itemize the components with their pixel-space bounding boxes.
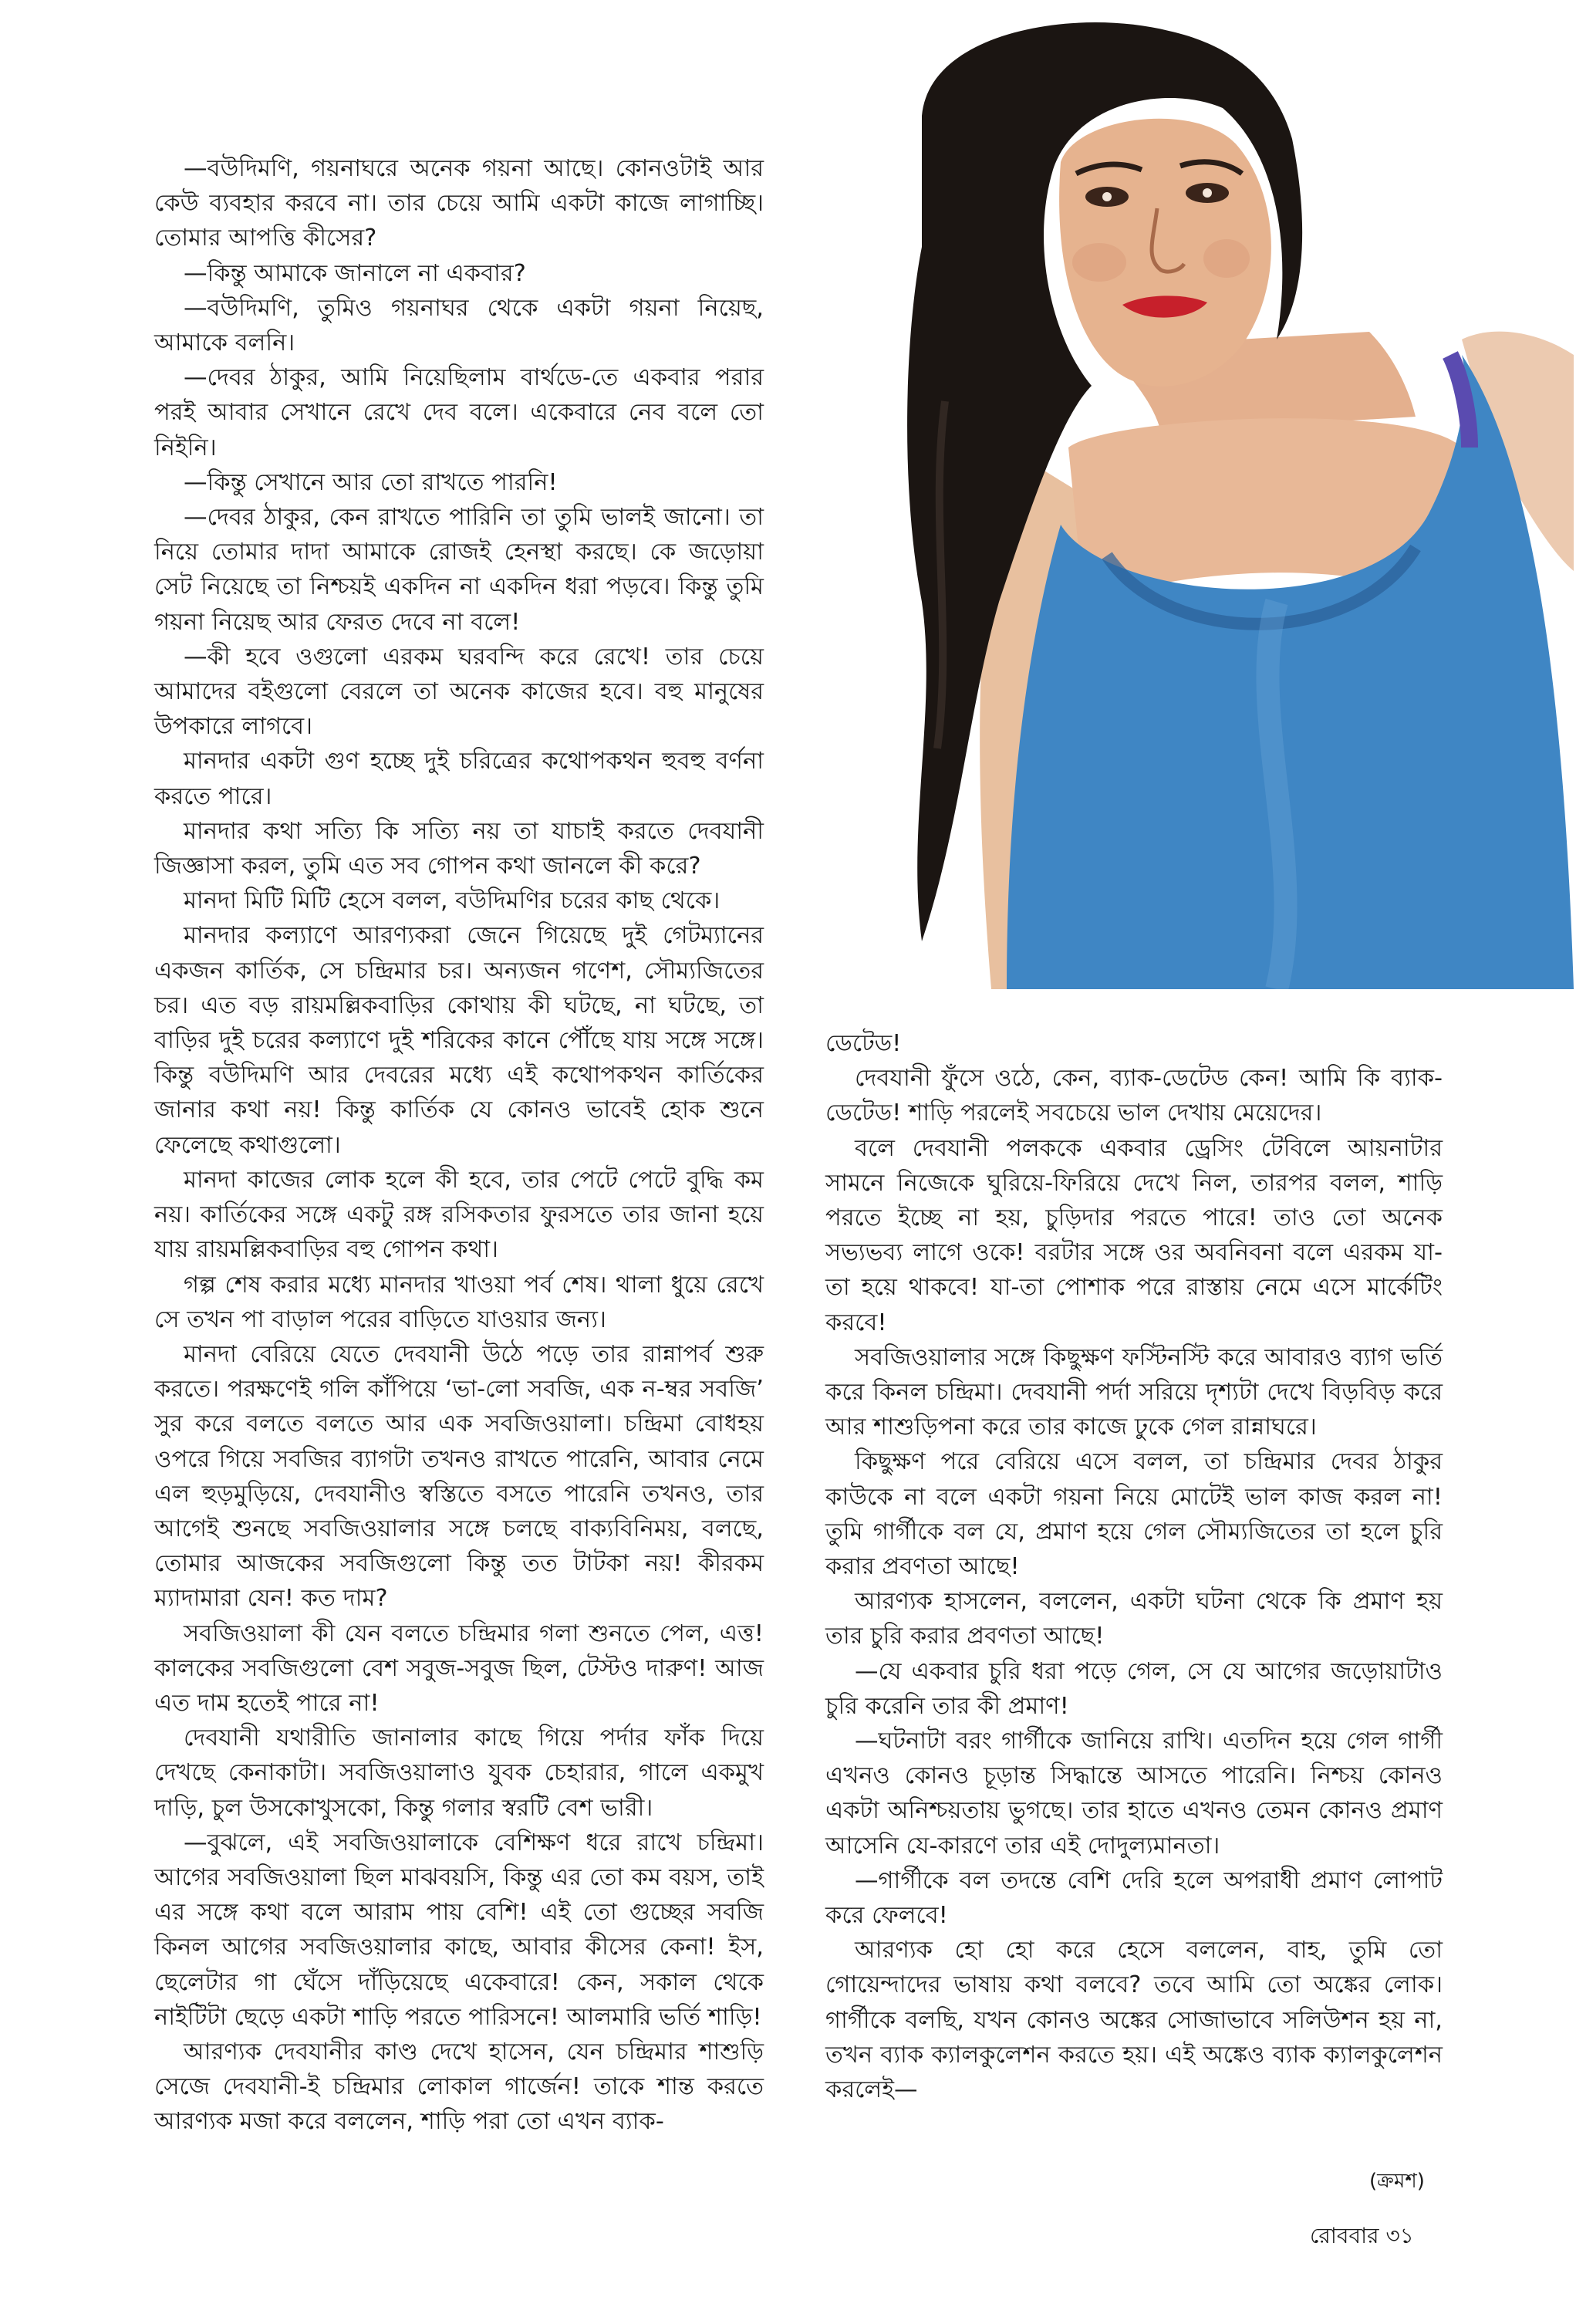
paragraph: —গার্গীকে বল তদন্তে বেশি দেরি হলে অপরাধী প্রমাণ লোপাট করে ফেলবে! bbox=[825, 1866, 1443, 1930]
paragraph: —যে একবার চুরি ধরা পড়ে গেল, সে যে আগের জড়োয়াটাও চুরি করেনি তার কী প্রমাণ! bbox=[825, 1657, 1443, 1720]
paragraph: —বুঝলে, এই সবজিওয়ালাকে বেশিক্ষণ ধরে রাখে চন্দ্রিমা। আগের সবজিওয়ালা ছিল মাঝবয়সি, কিন্তু এর তো কম বয়স, তাই এর সঙ্গে কথা বলে আরাম পায় বেশি! এই তো গুচ্ছের সবজি কিনল আগের সবজিওয়ালার কাছে, আবার কীসের কেনা! ইস, ছেলেটার গা ঘেঁসে দাঁড়িয়েছে একেবারে! কেন, সকাল থেকে নাইটিটা ছেড়ে একটা শাড়ি পরতে পারিসনে! আলমারি ভর্তি শাড়ি! bbox=[154, 1829, 764, 2031]
paragraph: সবজিওয়ালার সঙ্গে কিছুক্ষণ ফস্টিনস্টি করে আবারও ব্যাগ ভর্তি করে কিনল চন্দ্রিমা। দেবযানী পর্দা সরিয়ে দৃশ্যটা দেখে বিড়বিড় করে আর শাশুড়িপনা করে তার কাজে ঢুকে গেল রান্নাঘরে। bbox=[825, 1343, 1443, 1441]
paragraph: —কিন্তু সেখানে আর তো রাখতে পারনি! bbox=[184, 468, 558, 496]
paragraph: —বউদিমণি, গয়নাঘরে অনেক গয়না আছে। কোনওটাই আর কেউ ব্যবহার করবে না। তার চেয়ে আমি একটা কাজে লাগাচ্ছি। তোমার আপত্তি কীসের? bbox=[154, 155, 764, 252]
paragraph: দেবযানী যথারীতি জানালার কাছে গিয়ে পর্দার ফাঁক দিয়ে দেখছে কেনাকাটা। সবজিওয়ালাও যুবক চেহারার, গালে একমুখ দাড়ি, চুল উসকোখুসকো, কিন্তু গলার স্বরটি বেশ ভারী। bbox=[154, 1724, 764, 1822]
paragraph: বলে দেবযানী পলককে একবার ড্রেসিং টেবিলে আয়নাটার সামনে নিজেকে ঘুরিয়ে-ফিরিয়ে দেখে নিল, তারপর বলল, শাড়ি পরতে ইচ্ছে না হয়, চুড়িদার পরতে পারে! তাও তো অনেক সভ্যভব্য লাগে ওকে! বরটার সঙ্গে ওর অবনিবনা বলে এরকম যা-তা হয়ে থাকবে! যা-তা পোশাক পরে রাস্তায় নেমে এসে মার্কেটিং করবে! bbox=[825, 1134, 1443, 1336]
paragraph: —বউদিমণি, তুমিও গয়নাঘর থেকে একটা গয়না নিয়েছ, আমাকে বলনি। bbox=[154, 294, 764, 357]
paragraph: —কী হবে ওগুলো এরকম ঘরবন্দি করে রেখে! তার চেয়ে আমাদের বইগুলো বেরলে তা অনেক কাজের হবে। বহু মানুষের উপকারে লাগবে। bbox=[154, 643, 764, 741]
paragraph: সবজিওয়ালা কী যেন বলতে চন্দ্রিমার গলা শুনতে পেল, এত্ত! কালকের সবজিগুলো বেশ সবুজ-সবুজ ছিল, টেস্টও দারুণ! আজ এত দাম হতেই পারে না! bbox=[154, 1620, 764, 1717]
article-right-column bbox=[825, 1026, 1443, 2107]
paragraph: মানদা কাজের লোক হলে কী হবে, তার পেটে পেটে বুদ্ধি কম নয়। কার্তিকের সঙ্গে একটু রঙ্গ রসিকতার ফুরসতে তার জানা হয়ে যায় রায়মল্লিকবাড়ির বহু গোপন কথা। bbox=[154, 1166, 764, 1264]
paragraph: —দেবর ঠাকুর, আমি নিয়েছিলাম বার্থডে-তে একবার পরার পরই আবার সেখানে রেখে দেব বলে। একেবারে নেব বলে তো নিইনি। bbox=[154, 364, 764, 461]
paragraph: মানদার কল্যাণে আরণ্যকরা জেনে গিয়েছে দুই গেটম্যানের একজন কার্তিক, সে চন্দ্রিমার চর। অন্যজন গণেশ, সৌম্যজিতের চর। এত বড় রায়মল্লিকবাড়ির কোথায় কী ঘটছে, না ঘটছে, তা বাড়ির দুই চরের কল্যাণে দুই শরিকের কানে পৌঁছে যায় সঙ্গে সঙ্গে। কিন্তু বউদিমণি আর দেবরের মধ্যে এই কথোপকথন কার্তিকের জানার কথা নয়! কিন্তু কার্তিক যে কোনও ভাবেই হোক শুনে ফেলেছে কথাগুলো। bbox=[154, 922, 764, 1159]
paragraph: দেবযানী ফুঁসে ওঠে, কেন, ব্যাক-ডেটেড কেন! আমি কি ব্যাক-ডেটেড! শাড়ি পরলেই সবচেয়ে ভাল দেখায় মেয়েদের। bbox=[825, 1065, 1443, 1127]
article-left-column bbox=[154, 151, 764, 2140]
paragraph: —ঘটনাটা বরং গার্গীকে জানিয়ে রাখি। এতদিন হয়ে গেল গার্গী এখনও কোনও চূড়ান্ত সিদ্ধান্তে আসতে পারেনি। নিশ্চয় কোনও একটা অনিশ্চয়তায় ভুগছে। তার হাতে এখনও তেমন কোনও প্রমাণ আসেনি যে-কারণে তার এই দোদুল্যমানতা। bbox=[825, 1728, 1443, 1860]
paragraph-continuation: ডেটেড! bbox=[825, 1030, 902, 1057]
paragraph: মানদার কথা সত্যি কি সত্যি নয় তা যাচাই করতে দেবযানী জিজ্ঞাসা করল, তুমি এত সব গোপন কথা জানলে কী করে? bbox=[154, 817, 764, 880]
to-be-continued-note: (ক্রমশ) bbox=[1369, 2170, 1425, 2193]
paragraph: আরণ্যক হো হো করে হেসে বললেন, বাহ, তুমি তো গোয়েন্দাদের ভাষায় কথা বলবে? তবে আমি তো অঙ্কের লোক। গার্গীকে বলছি, যখন কোনও অঙ্কের সোজাভাবে সলিউশন হয় না, তখন ব্যাক ক্যালকুলেশন করতে হয়। এই অঙ্কেও ব্যাক ক্যালকুলেশন করলেই— bbox=[825, 1937, 1443, 2104]
paragraph: কিছুক্ষণ পরে বেরিয়ে এসে বলল, তা চন্দ্রিমার দেবর ঠাকুর কাউকে না বলে একটা গয়না নিয়ে মোটেই ভাল কাজ করল না! তুমি গার্গীকে বল যে, প্রমাণ হয়ে গেল সৌম্যজিতের তা হলে চুরি করার প্রবণতা আছে! bbox=[825, 1448, 1443, 1581]
paragraph: —দেবর ঠাকুর, কেন রাখতে পারিনি তা তুমি ভালই জানো। তা নিয়ে তোমার দাদা আমাকে রোজই হেনস্থা করছে। কে জড়োয়া সেট নিয়েছে তা নিশ্চয়ই একদিন না একদিন ধরা পড়বে। কিন্তু তুমি গয়না নিয়েছ আর ফেরত দেবে না বলে! bbox=[154, 504, 764, 636]
page-folio: রোববার ৩১ bbox=[1310, 2223, 1414, 2248]
paragraph: আরণ্যক হাসলেন, বললেন, একটা ঘটনা থেকে কি প্রমাণ হয় তার চুরি করার প্রবণতা আছে! bbox=[825, 1588, 1443, 1650]
paragraph: আরণ্যক দেবযানীর কাণ্ড দেখে হাসেন, যেন চন্দ্রিমার শাশুড়ি সেজে দেবযানী-ই চন্দ্রিমার লোকাল গার্জেন! তাকে শান্ত করতে আরণ্যক মজা করে বললেন, শাড়ি পরা তো এখন ব্যাক- bbox=[154, 2038, 764, 2136]
paragraph: গল্প শেষ করার মধ্যে মানদার খাওয়া পর্ব শেষ। থালা ধুয়ে রেখে সে তখন পা বাড়াল পরের বাড়িতে যাওয়ার জন্য। bbox=[154, 1271, 764, 1333]
paragraph: মানদা মিটি মিটি হেসে বলল, বউদিমণির চরের কাছ থেকে। bbox=[184, 887, 721, 915]
painted-woman-portrait-icon bbox=[876, 15, 1574, 989]
paragraph: মানদার একটা গুণ হচ্ছে দুই চরিত্রের কথোপকথন হুবহু বর্ণনা করতে পারে। bbox=[154, 748, 764, 810]
paragraph: —কিন্তু আমাকে জানালে না একবার? bbox=[184, 259, 526, 287]
paragraph: মানদা বেরিয়ে যেতে দেবযানী উঠে পড়ে তার রান্নাপর্ব শুরু করতে। পরক্ষণেই গলি কাঁপিয়ে ‘ভা-লো সবজি, এক ন-ম্বর সবজি’ সুর করে বলতে বলতে আর এক সবজিওয়ালা। চন্দ্রিমা বোধহয় ওপরে গিয়ে সবজির ব্যাগটা তখনও রাখতে পারেনি, আবার নেমে এল হুড়মুড়িয়ে, দেবযানীও স্বস্তিতে বসতে পারেনি তখনও, তার আগেই শুনছে সবজিওয়ালার সঙ্গে চলছে বাক্যবিনিময়, বলছে, তোমার আজকের সবজিগুলো কিন্তু তত টাটকা নয়! কীরকম ম্যাদামারা যেন! কত দাম? bbox=[154, 1340, 764, 1613]
